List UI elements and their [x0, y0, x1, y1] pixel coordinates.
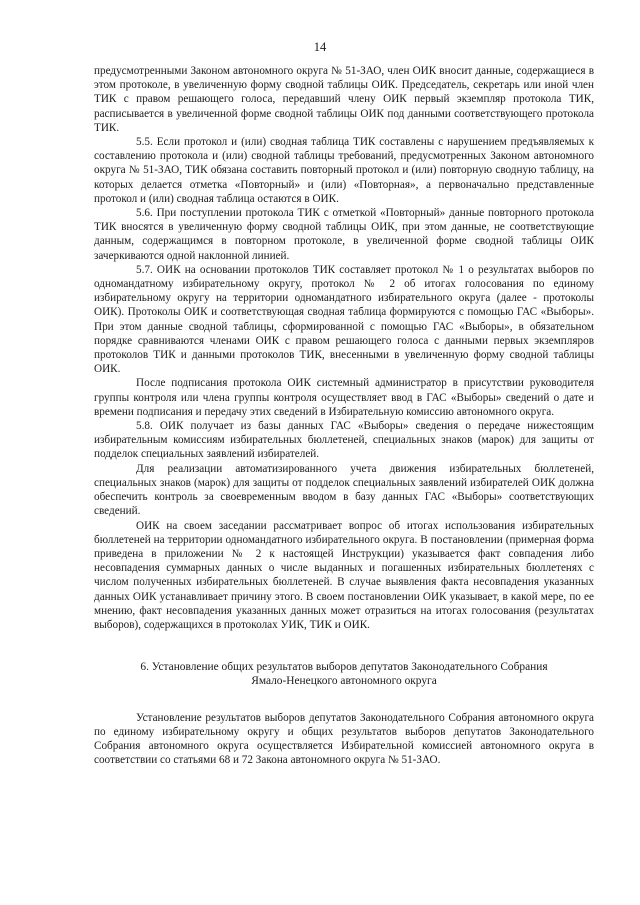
section-heading [94, 660, 594, 688]
paragraph-continuation: предусмотренными Законом автономного округа № 51-ЗАО, член ОИК вносит данные, содержащиеся в этом протоколе, в увеличенную форму сводной таблицы ОИК. Председатель, секретарь или иной член ТИК с правом решающего голоса, передавший члену ОИК первый экземпляр протокола ТИК, расписывается в увеличенной форме сводной таблицы ОИК под данными соответствующего протокола ТИК. [94, 65, 594, 134]
paragraph-signing: После подписания протокола ОИК системный администратор в присутствии руководителя группы контроля или члена группы контроля осуществляет ввод в ГАС «Выборы» сведений о дате и времени подписания и передачу этих сведений в Избирательную комиссию автономного округа. [94, 377, 594, 418]
paragraph-ballot-accounting: Для реализации автоматизированного учета движения избирательных бюллетеней, специальных знаков (марок) для защиты от подделок специальных заявлений избирателей ОИК должна обеспечить контроль за своевременным вводом в базу данных ГАС «Выборы» соответствующих сведений. [94, 462, 594, 518]
section-heading-line-1: 6. Установление общих результатов выборов депутатов Законодательного Собрания [140, 661, 548, 674]
document-body [94, 64, 594, 767]
paragraph-5-6: 5.6. При поступлении протокола ТИК с отметкой «Повторный» данные повторного протокола ТИК вносятся в увеличенную форму сводной таблицы ОИК, при этом данные, не соответствующие данным, содержащимся в повторном протоколе, в увеличенной форме сводной таблицы ОИК зачеркиваются одной наклонной линией. [94, 207, 594, 262]
section-heading-line-2: Ямало-Ненецкого автономного округа [251, 675, 437, 688]
paragraph-ballot-usage: ОИК на своем заседании рассматривает вопрос об итогах использования избирательных бюллетеней на территории одномандатного избирательного округа. В постановлении (примерная форма приведена в приложении № 2 к настоящей Инструкции) указывается факт совпадения либо несовпадения суммарных данных о числе выданных и погашенных избирательных бюллетенях с числом полученных избирательных бюллетеней. В случае выявления факта несовпадения указанных данных ОИК устанавливает причину этого. В своем постановлении ОИК указывает, в какой мере, по ее мнению, факт несовпадения указанных данных может отразиться на итогах голосования (результатах выборов), содержащихся в протоколах УИК, ТИК и ОИК. [94, 519, 594, 631]
paragraph-5-8: 5.8. ОИК получает из базы данных ГАС «Выборы» сведения о передаче нижестоящим избирательным комиссиям избирательных бюллетеней, специальных знаков (марок) для защиты от подделок специальных заявлений избирателей. [94, 420, 594, 461]
paragraph-5-5: 5.5. Если протокол и (или) сводная таблица ТИК составлены с нарушением предъявляемых к составлению протокола и (или) сводной таблицы требований, предусмотренных Законом автономного округа № 51-ЗАО, ТИК обязана составить повторный протокол и (или) повторную сводную таблицу, на которых делается отметка «Повторный» и (или) «Повторная», а первоначально представленные протокол и (или) сводная таблица остаются в ОИК. [94, 136, 594, 205]
paragraph-5-7: 5.7. ОИК на основании протоколов ТИК составляет протокол № 1 о результатах выборов по одномандатному избирательному округу, протокол № 2 об итогах голосования по единому избирательному округу на территории одномандатного избирательного округа (далее - протоколы ОИК). Протоколы ОИК и соответствующая сводная таблица формируются с помощью ГАС «Выборы». При этом данные сводной таблицы, сформированной с помощью ГАС «Выборы», в обязательном порядке сравниваются членами ОИК с правом решающего голоса с данными первых экземпляров протоколов ТИК и данными протоколов ТИК, внесенными в увеличенную форму сводной таблицы ОИК. [94, 263, 594, 376]
paragraph-section-6: Установление результатов выборов депутатов Законодательного Собрания автономного округа по единому избирательному округу и общих результатов выборов депутатов Законодательного Собрания автономного округа осуществляется Избирательной комиссией автономного округа в соответствии со статьями 68 и 72 Закона автономного округа № 51-ЗАО. [94, 711, 594, 767]
page-number: 14 [313, 40, 327, 54]
